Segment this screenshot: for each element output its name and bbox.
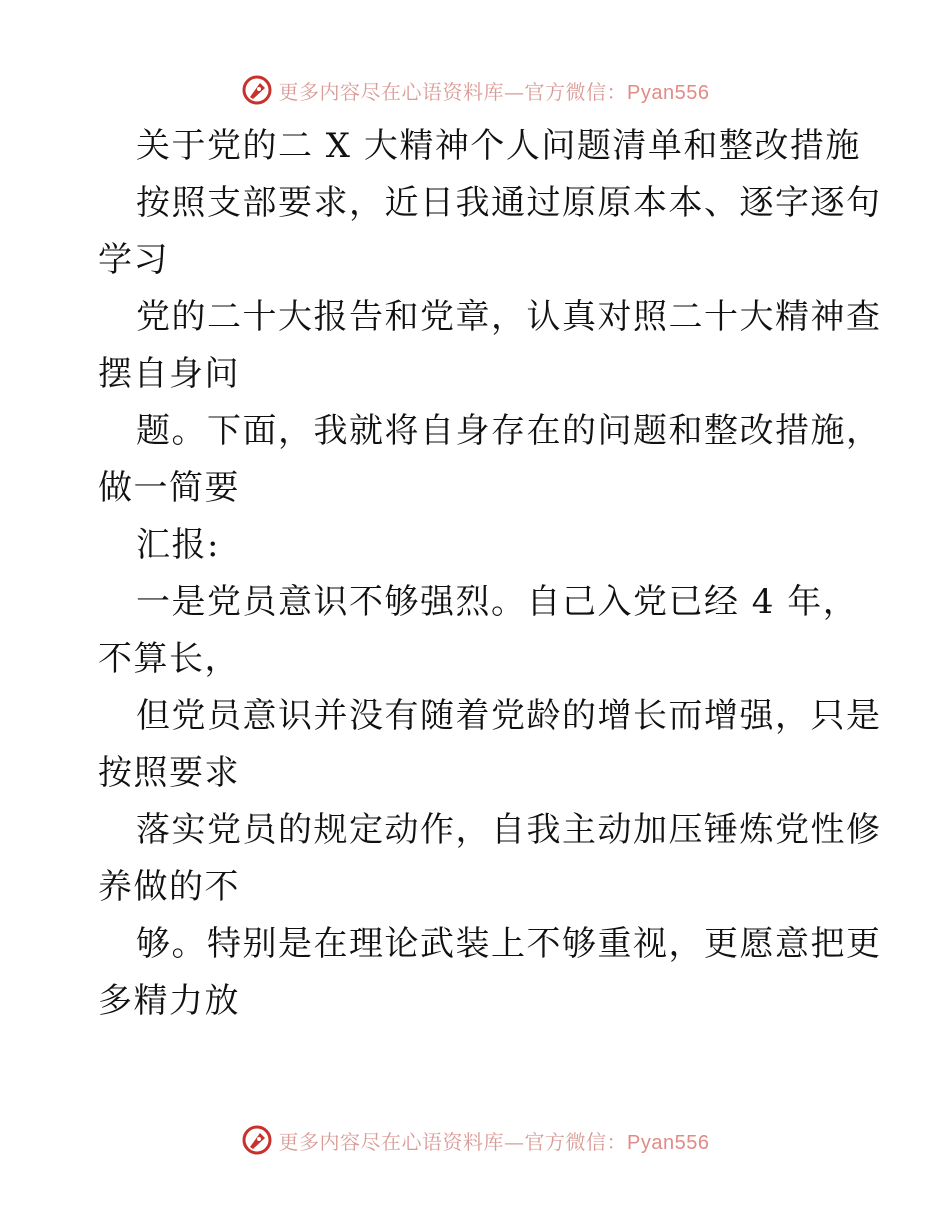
document-line: 养做的不: [98, 867, 240, 907]
header-wechat-label: 官方微信：: [524, 79, 628, 104]
header-banner: [0, 70, 950, 110]
document-line: 够。特别是在理论武装上不够重视，更愿意把更: [136, 924, 882, 964]
footer-wechat-label: 官方微信：: [524, 1129, 628, 1154]
document-line: 汇报:: [136, 525, 220, 565]
document-line: 一是党员意识不够强烈。自己入党已经 4 年，: [136, 582, 859, 622]
footer-banner-title: 更多内容尽在心语资料库: [278, 1129, 505, 1154]
document-line: 党的二十大报告和党章，认真对照二十大精神查: [136, 297, 882, 337]
header-banner-title: 更多内容尽在心语资料库: [278, 79, 505, 104]
document-line: 多精力放: [98, 981, 240, 1021]
footer-banner: [0, 1120, 950, 1160]
document-line: 学习: [98, 240, 169, 280]
document-line: 按照支部要求，近日我通过原原本本、逐字逐句: [136, 183, 882, 223]
document-title: 关于党的二 X 大精神个人问题清单和整改措施: [136, 126, 861, 166]
footer-banner-text: [279, 1126, 710, 1155]
document-line: 但党员意识并没有随着党龄的增长而增强，只是: [136, 696, 882, 736]
footer-wechat-id: Pyan556: [627, 1131, 710, 1154]
document-line: 不算长，: [98, 639, 240, 679]
pen-nib-logo-icon: [241, 1124, 273, 1156]
document-line: 按照要求: [98, 753, 240, 793]
document-body: [98, 118, 882, 1030]
footer-banner-separator: —: [504, 1129, 525, 1154]
document-line: 题。下面，我就将自身存在的问题和整改措施，: [136, 411, 882, 451]
document-line: 落实党员的规定动作，自我主动加压锤炼党性修: [136, 810, 882, 850]
header-banner-text: [279, 76, 710, 105]
header-banner-separator: —: [504, 79, 525, 104]
pen-nib-logo-icon: [241, 74, 273, 106]
document-line: 做一简要: [98, 468, 240, 508]
document-line: 摆自身问: [98, 354, 240, 394]
header-wechat-id: Pyan556: [627, 81, 710, 104]
